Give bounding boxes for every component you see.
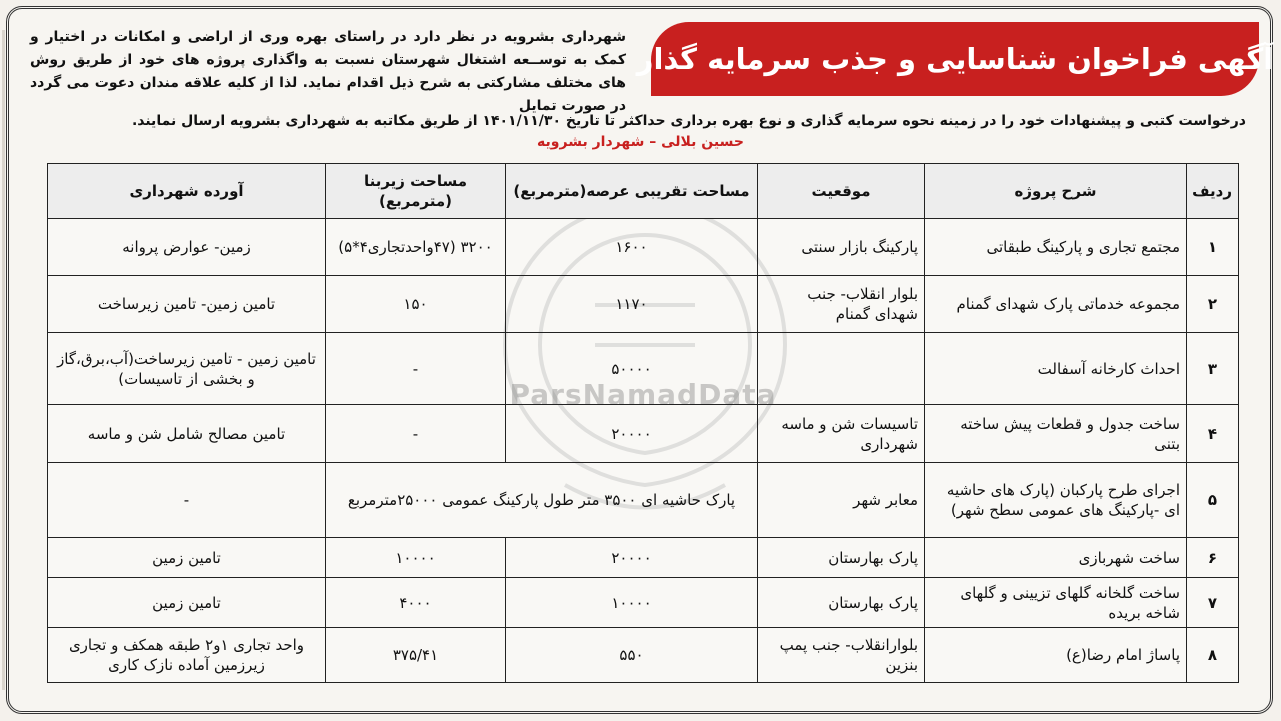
row-built-area: - <box>326 405 506 463</box>
row-description: اجرای طرح پارکبان (پارک های حاشیه ای -پارکینگ های عمومی سطح شهر) <box>925 463 1187 538</box>
row-area: ۵۵۰ <box>506 628 758 683</box>
row-area: ۱۱۷۰ <box>506 276 758 333</box>
row-number: ۴ <box>1187 405 1239 463</box>
row-contribution: تامین زمین <box>48 578 326 628</box>
row-contribution: تامین مصالح شامل شن و ماسه <box>48 405 326 463</box>
row-location <box>758 333 925 405</box>
row-description: پاساژ امام رضا(ع) <box>925 628 1187 683</box>
table-row <box>48 333 1239 405</box>
row-number: ۵ <box>1187 463 1239 538</box>
header-description: شرح پروژه <box>925 164 1187 219</box>
header-location: موقعیت <box>758 164 925 219</box>
header-row-number: ردیف <box>1187 164 1239 219</box>
row-built-area: ۴۰۰۰ <box>326 578 506 628</box>
row-description: احداث کارخانه آسفالت <box>925 333 1187 405</box>
row-location: پارک بهارستان <box>758 538 925 578</box>
row-area: پارک حاشیه ای ۳۵۰۰ متر طول پارکینگ عمومی ۲۵۰۰۰مترمربع <box>326 463 758 538</box>
row-number: ۶ <box>1187 538 1239 578</box>
row-description: مجموعه خدماتی پارک شهدای گمنام <box>925 276 1187 333</box>
row-location: معابر شهر <box>758 463 925 538</box>
notice-title: آگهی فراخوان شناسایی و جذب سرمایه گذار <box>636 42 1274 76</box>
page-edge <box>2 30 5 690</box>
watermark-brand: ParsNamadData <box>509 378 777 411</box>
table-row <box>48 628 1239 683</box>
row-built-area: - <box>326 333 506 405</box>
intro-text: شهرداری بشرویه در نظر دارد در راستای بهره وری از اراضی و امکانات در اختیار و کمک به توســعه اشتغال شهرستان نسبت به واگذاری پروژه های خود از طریق روش های مختلف مشارکتی به شرح ذیل اقدام نماید. لذا از کلیه علاقه مندان دعوت می گردد در صورت تمایل <box>30 29 626 114</box>
table-row <box>48 578 1239 628</box>
row-number: ۱ <box>1187 219 1239 276</box>
header-area: مساحت تقریبی عرصه(مترمربع) <box>506 164 758 219</box>
intro-continuation: درخواست کتبی و پیشنهادات خود را در زمینه نحوه سرمایه گذاری و نوع بهره برداری حداکثر تا تاریخ ۱۴۰۱/۱۱/۳۰ از طریق مکاتبه به شهرداری بشرویه ارسال نمایند. <box>131 113 1246 129</box>
table-row <box>48 219 1239 276</box>
row-number: ۸ <box>1187 628 1239 683</box>
row-contribution: - <box>48 463 326 538</box>
row-description: ساخت جدول و قطعات پیش ساخته بتنی <box>925 405 1187 463</box>
row-location: تاسیسات شن و ماسه شهرداری <box>758 405 925 463</box>
title-banner <box>636 22 1274 96</box>
projects-table <box>47 163 1239 683</box>
row-built-area: ۳۷۵/۴۱ <box>326 628 506 683</box>
table-row <box>48 463 1239 538</box>
row-contribution: واحد تجاری ۱و۲ طبقه همکف و تجاری زیرزمین آماده نازک کاری <box>48 628 326 683</box>
row-contribution: تامین زمین- تامین زیرساخت <box>48 276 326 333</box>
row-location: پارک بهارستان <box>758 578 925 628</box>
row-built-area: ۱۵۰ <box>326 276 506 333</box>
table-header-row <box>48 164 1239 219</box>
row-description: ساخت شهربازی <box>925 538 1187 578</box>
row-description: ساخت گلخانه گلهای تزیینی و گلهای شاخه بریده <box>925 578 1187 628</box>
row-contribution: تامین زمین <box>48 538 326 578</box>
table-row <box>48 538 1239 578</box>
row-area: ۲۰۰۰۰ <box>506 538 758 578</box>
row-location: بلوار انقلاب- جنب شهدای گمنام <box>758 276 925 333</box>
row-area: ۱۶۰۰ <box>506 219 758 276</box>
row-number: ۳ <box>1187 333 1239 405</box>
row-area: ۱۰۰۰۰ <box>506 578 758 628</box>
row-description: مجتمع تجاری و پارکینگ طبقاتی <box>925 219 1187 276</box>
table-row <box>48 276 1239 333</box>
header-contribution: آورده شهرداری <box>48 164 326 219</box>
row-number: ۲ <box>1187 276 1239 333</box>
row-area: ۵۰۰۰۰ <box>506 333 758 405</box>
row-contribution: زمین- عوارض پروانه <box>48 219 326 276</box>
header-built-area: مساحت زیربنا (مترمربع) <box>326 164 506 219</box>
row-number: ۷ <box>1187 578 1239 628</box>
row-area: ۲۰۰۰۰ <box>506 405 758 463</box>
row-contribution: تامین زمین - تامین زیرساخت(آب،برق،گاز و بخشی از تاسیسات) <box>48 333 326 405</box>
row-built-area: ۳۲۰۰ (۴۷واحدتجاری۴*۵) <box>326 219 506 276</box>
row-location: بلوارانقلاب- جنب پمپ بنزین <box>758 628 925 683</box>
row-built-area: ۱۰۰۰۰ <box>326 538 506 578</box>
signature: حسین بلالی – شهردار بشرویه <box>537 134 744 150</box>
row-location: پارکینگ بازار سنتی <box>758 219 925 276</box>
table-row <box>48 405 1239 463</box>
